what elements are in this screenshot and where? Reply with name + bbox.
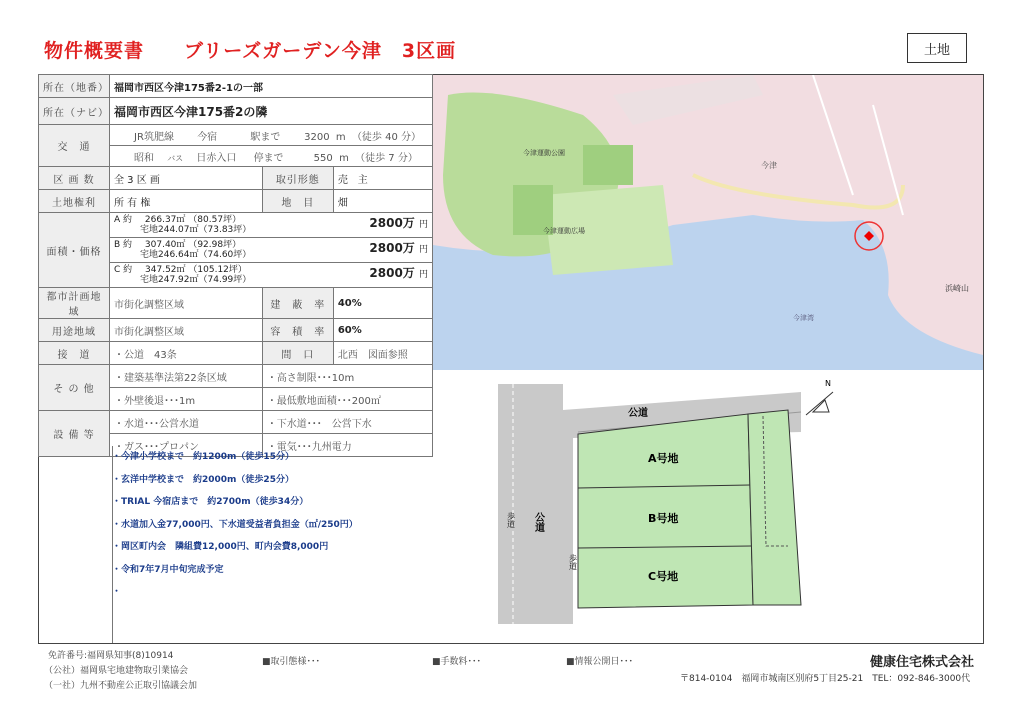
frontage-value: 北西 (337, 349, 358, 361)
note-item: ・TRIAL 今宿店まで 約2700m（徒歩34分） (112, 497, 309, 507)
yen-unit: 円 (418, 270, 428, 280)
note-item: ・岡区町内会 隣組費12,000円、町内会費8,000円 (112, 542, 329, 552)
plot-b-net-tsubo: 74.60 (207, 250, 234, 260)
right-label: 土地権利 (39, 190, 110, 213)
use-label: 用途地域 (39, 319, 110, 342)
far-value: 60% (333, 319, 432, 342)
road-top-label: 公道 (628, 408, 648, 419)
traffic2-walk: （徒歩 7 分） (355, 152, 418, 164)
traffic2-dist: 550 (313, 152, 333, 164)
lot-b-label: B号地 (648, 512, 679, 525)
plot-b: B 約 307.40㎡ （92.98坪） 2800万 円 宅地246.64㎡（74.60坪） (110, 238, 433, 263)
traffic1-dist: 3200 (304, 131, 330, 143)
traffic-label: 交 通 (39, 125, 110, 167)
plot-c-price: 2800万 (369, 266, 415, 280)
plot-a-price: 2800万 (369, 216, 415, 230)
association-1: （公社）福岡県宅地建物取引業協会 (44, 666, 189, 676)
plot-a-unit: ㎡ (176, 215, 186, 225)
tsubo-unit: 坪） (233, 250, 252, 260)
publish-date: ■情報公開日･･･ (566, 657, 634, 667)
traffic1-kind: 駅まで (250, 131, 281, 143)
north-label: N (825, 379, 831, 388)
landcat-label: 地 目 (262, 190, 333, 213)
map-graphic (433, 75, 983, 370)
lots-label: 区 画 数 (39, 167, 110, 190)
plot-a-net-tsubo: 73.83 (207, 225, 234, 235)
frontage-label: 間 口 (262, 342, 333, 365)
map-label-hamasaki: 浜崎山 (945, 284, 969, 293)
company-name: 健康住宅株式会社 (870, 655, 975, 670)
equip-2: ・下水道･･･ 公営下水 (262, 411, 432, 434)
traffic1-unit: m (335, 131, 346, 143)
yen-unit: 円 (418, 245, 428, 255)
note-item: ・玄洋中学校まで 約2000m（徒歩25分） (112, 474, 294, 485)
plot-c-unit: ㎡ (176, 265, 186, 275)
association-2: （一社）九州不動産公正取引協議会加 (44, 681, 198, 691)
plot-c-net-tsubo: 74.99 (207, 275, 234, 285)
traffic2-unit: m (339, 152, 349, 164)
plot-b-net: 宅地246.64㎡ (140, 250, 199, 260)
plot-b-name: B 約 (114, 240, 133, 250)
other-3: ・外壁後退･･･1m (110, 388, 263, 411)
location-map[interactable] (433, 75, 983, 370)
traffic2-bus: バス (167, 153, 184, 163)
navi-label: 所在（ナビ） (39, 98, 110, 125)
map-label-imazu: 今津 (761, 161, 777, 170)
lots-value: 全 3 区 画 (110, 167, 263, 190)
road-value: ・公道 43条 (110, 342, 263, 365)
tsubo-unit: 坪） (223, 215, 242, 225)
plot-c-tsubo: 105.12 (197, 265, 229, 275)
property-table (38, 74, 433, 457)
plot-a-area: 266.37 (144, 215, 177, 225)
plot-c-name: C 約 (114, 265, 133, 275)
note-item: ・ (112, 587, 122, 597)
far-label: 容 積 率 (262, 319, 333, 342)
equip-1: ・水道･･･公営水道 (110, 411, 263, 434)
tsubo-unit: 坪） (233, 225, 252, 235)
traffic1-station: 今宿 (197, 131, 218, 143)
road-label: 接 道 (39, 342, 110, 365)
price-label: 面積・価格 (39, 213, 110, 288)
tsubo-unit: 坪） (233, 275, 252, 285)
category-tag: 土地 (907, 33, 967, 63)
plan-graphic (433, 372, 983, 642)
other-4: ・最低敷地面積･･･200㎡ (262, 388, 432, 411)
coverage-label: 建 蔽 率 (262, 288, 333, 319)
traffic2-line: 昭和 (134, 152, 154, 164)
right-value: 所 有 権 (110, 190, 263, 213)
note-item: ・水道加入金77,000円、下水道受益者負担金（㎡/250円） (112, 519, 358, 530)
notes-list (112, 446, 432, 604)
traffic2-kind: 停まで (253, 152, 284, 164)
plot-c-net: 宅地247.92㎡ (140, 275, 199, 285)
lot-c-label: C号地 (648, 570, 679, 583)
road-left-label: 公道 (532, 512, 544, 532)
plot-a-name: A 約 (114, 215, 133, 225)
note-item: ・今津小学校まで 約1200m（徒歩15分） (112, 452, 294, 462)
notes-left-cell (38, 446, 113, 643)
address-value: 福岡市西区今津175番2-1の一部 (110, 75, 433, 98)
use-value: 市街化調整区域 (110, 319, 263, 342)
sidewalk-left-label: 歩道 (506, 512, 516, 528)
plot-b-price: 2800万 (369, 241, 415, 255)
plot-b-tsubo: 92.98 (197, 240, 224, 250)
plot-c-area: 347.52 (145, 265, 177, 275)
company-address: 〒814-0104 福岡市城南区別府5丁目25-21 TEL：092-846-3000代 (680, 674, 971, 684)
deal-type: ■取引態様･･･ (262, 657, 321, 667)
other-2: ・高さ制限･･･10m (262, 365, 432, 388)
plot-a: A 約 266.37㎡ （80.57坪） 2800万 円 宅地244.07㎡（73.83坪） (110, 213, 433, 238)
coverage-value: 40% (333, 288, 432, 319)
page-title: 物件概要書 ブリーズガーデン今津 3区画 (44, 40, 457, 62)
deal-value: 売 主 (333, 167, 432, 190)
map-label-place: 今津運動広場 (543, 227, 585, 235)
sidewalk-right-label: 歩道 (568, 554, 578, 570)
traffic2-station: 日赤入口 (196, 152, 237, 164)
deal-label: 取引形態 (262, 167, 333, 190)
plot-a-tsubo: 80.57 (197, 215, 224, 225)
yen-unit: 円 (418, 220, 428, 230)
lot-plan (433, 372, 983, 642)
traffic1-line: JR筑肥線 (134, 131, 174, 143)
tsubo-unit: 坪） (223, 240, 242, 250)
plot-b-unit: ㎡ (176, 240, 186, 250)
map-label-sports: 今津運動公園 (523, 149, 565, 157)
tsubo-unit: 坪） (228, 265, 247, 275)
equip-label: 設 備 等 (39, 411, 110, 457)
other-1: ・建築基準法第22条区域 (110, 365, 263, 388)
navi-value: 福岡市西区今津175番2の隣 (110, 98, 433, 125)
license-number: 免許番号:福岡県知事(8)10914 (48, 651, 174, 661)
map-label-bay: 今津湾 (793, 314, 814, 322)
city-label: 都市計画地域 (39, 288, 110, 319)
equip-3: ・ガス･･･プロパン (110, 434, 263, 457)
equip-4: ・電気･･･九州電力 (262, 434, 432, 457)
note-item: ・令和7年7月中旬完成予定 (112, 564, 224, 575)
plot-b-area: 307.40 (144, 240, 177, 250)
landcat-value: 畑 (333, 190, 432, 213)
traffic1-walk: （徒歩 40 分） (351, 131, 422, 143)
other-label: そ の 他 (39, 365, 110, 411)
plot-c: C 約 347.52㎡ （105.12坪） 2800万 円 宅地247.92㎡（74.99坪） (110, 263, 433, 288)
lot-a-label: A号地 (648, 452, 679, 465)
address-label: 所在（地番） (39, 75, 110, 98)
fee: ■手数料･･･ (432, 657, 482, 667)
city-value: 市街化調整区域 (110, 288, 263, 319)
plot-a-net: 宅地244.07㎡ (140, 225, 199, 235)
frontage-ref: 図面参照 (367, 349, 408, 361)
